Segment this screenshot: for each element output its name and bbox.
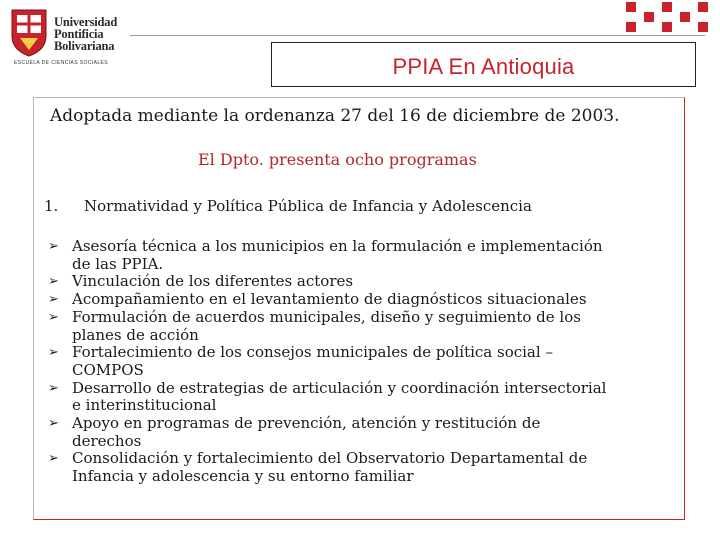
arrow-bullet-icon: ➢ [48, 416, 59, 432]
item-number: 1. [44, 197, 59, 215]
university-name [54, 16, 117, 52]
arrow-bullet-icon: ➢ [48, 274, 59, 290]
list-item [48, 291, 684, 309]
intro-text: Adoptada mediante la ordenanza 27 del 16 de diciembre de 2003. [50, 106, 620, 126]
university-name-line: Bolivariana [54, 39, 115, 53]
arrow-bullet-icon: ➢ [48, 345, 59, 361]
title-box [271, 42, 696, 87]
list-item [48, 273, 684, 291]
page-title: PPIA En Antioquia [392, 54, 575, 79]
university-crest-icon [8, 6, 50, 58]
list-item-line: COMPOS [72, 360, 144, 379]
program-list [48, 238, 684, 486]
list-item-line: Fortalecimiento de los consejos municipales de política social – [72, 343, 553, 362]
list-item-line: e interinstitucional [72, 396, 217, 415]
arrow-bullet-icon: ➢ [48, 309, 59, 325]
arrow-bullet-icon: ➢ [48, 451, 59, 467]
arrow-bullet-icon: ➢ [48, 380, 59, 396]
list-item [48, 380, 684, 415]
list-item-line: Asesoría técnica a los municipios en la formulación e implementación [72, 237, 603, 255]
list-item-line: Infancia y adolescencia y su entorno familiar [72, 467, 414, 486]
list-item [48, 238, 684, 273]
arrow-bullet-icon: ➢ [48, 292, 59, 308]
list-item-line: Acompañamiento en el levantamiento de diagnósticos situacionales [72, 290, 587, 309]
university-name-line: Pontificia [54, 27, 104, 41]
university-logo [6, 4, 128, 68]
list-item-line: Desarrollo de estrategias de articulación y coordinación intersectorial [72, 378, 607, 397]
item-text: Normatividad y Política Pública de Infancia y Adolescencia [84, 197, 532, 215]
list-item-line: derechos [72, 431, 142, 450]
list-item [48, 450, 684, 485]
numbered-item [44, 197, 532, 215]
list-item-line: Apoyo en programas de prevención, atención y restitución de [72, 414, 541, 433]
list-item [48, 309, 684, 344]
list-item-line: de las PPIA. [72, 254, 164, 273]
list-item-line: Vinculación de los diferentes actores [72, 272, 354, 291]
arrow-bullet-icon: ➢ [48, 239, 59, 254]
university-name-line: Universidad [54, 15, 118, 29]
list-item-line: Consolidación y fortalecimiento del Observatorio Departamental de [72, 449, 588, 468]
header-divider [130, 35, 705, 36]
list-item-line: planes de acción [72, 325, 199, 344]
list-item [48, 415, 684, 450]
list-item-line: Formulación de acuerdos municipales, diseño y seguimiento de los [72, 307, 581, 326]
programs-subtitle: El Dpto. presenta ocho programas [198, 150, 477, 169]
list-item [48, 344, 684, 379]
school-name: ESCUELA DE CIENCIAS SOCIALES [14, 60, 109, 66]
